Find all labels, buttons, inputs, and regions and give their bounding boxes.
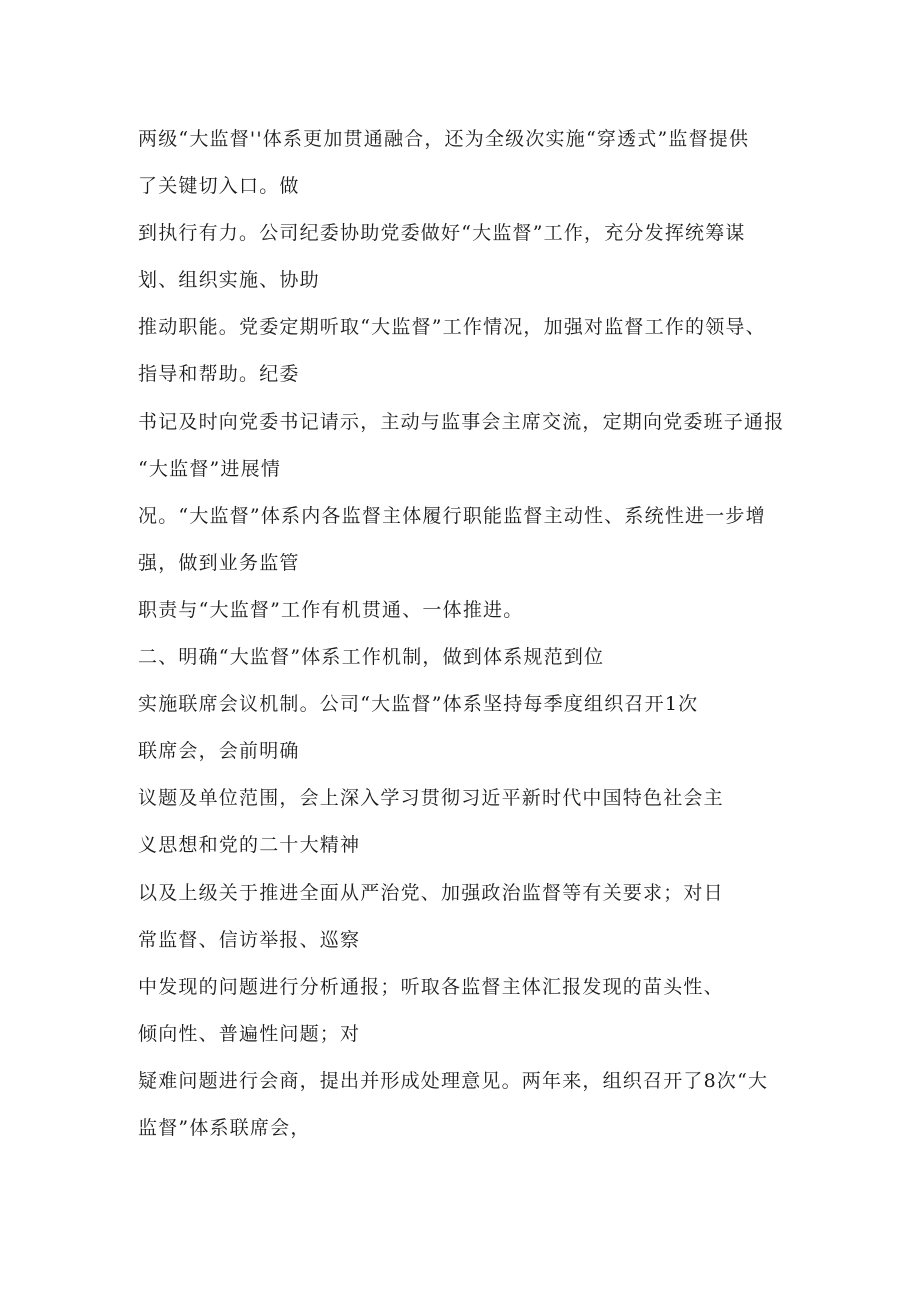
text-line: 了关键切入口。做 [138, 175, 300, 198]
text-line: 议题及单位范围，会上深入学习贯彻习近平新时代中国特色社会主 [138, 787, 724, 810]
text-line: 倾向性、普遍性问题；对 [138, 1022, 361, 1045]
text-line: 况。“大监督”体系内各监督主体履行职能监督主动性、系统性进一步增 [138, 504, 766, 527]
text-line: 实施联席会议机制。公司“大监督”体系坚持每季度组织召开1次 [138, 693, 699, 716]
text-line: 划、组织实施、协助 [138, 269, 320, 292]
text-line: 监督”体系联席会， [138, 1116, 311, 1139]
text-line: 职责与“大监督”工作有机贯通、一体推进。 [138, 598, 524, 621]
text-line: 到执行有力。公司纪委协助党委做好“大监督”工作，充分发挥统筹谋 [138, 222, 746, 245]
text-line: 义思想和党的二十大精神 [138, 834, 361, 857]
text-line: 疑难问题进行会商，提出并形成处理意见。两年来，组织召开了8次“大 [138, 1069, 769, 1092]
text-line: 两级“大监督''体系更加贯通融合，还为全级次实施“穿透式”监督提供 [138, 128, 750, 150]
text-line: 联席会，会前明确 [138, 740, 300, 763]
text-line: 强，做到业务监管 [138, 551, 300, 574]
text-line: 中发现的问题进行分析通报；听取各监督主体汇报发现的苗头性、 [138, 975, 724, 998]
text-line: “大监督”进展情 [138, 457, 282, 480]
section-heading: 二、明确“大监督”体系工作机制，做到体系规范到位 [138, 646, 605, 669]
text-line: 以及上级关于推进全面从严治党、加强政治监督等有关要求；对日 [138, 881, 724, 904]
text-line: 推动职能。党委定期听取“大监督”工作情况，加强对监督工作的领导、 [138, 316, 766, 339]
text-line: 常监督、信访举报、巡察 [138, 928, 361, 951]
document-body [138, 116, 798, 1152]
text-line: 书记及时向党委书记请示，主动与监事会主席交流，定期向党委班子通报 [138, 410, 785, 433]
text-line: 指导和帮助。纪委 [138, 363, 300, 386]
